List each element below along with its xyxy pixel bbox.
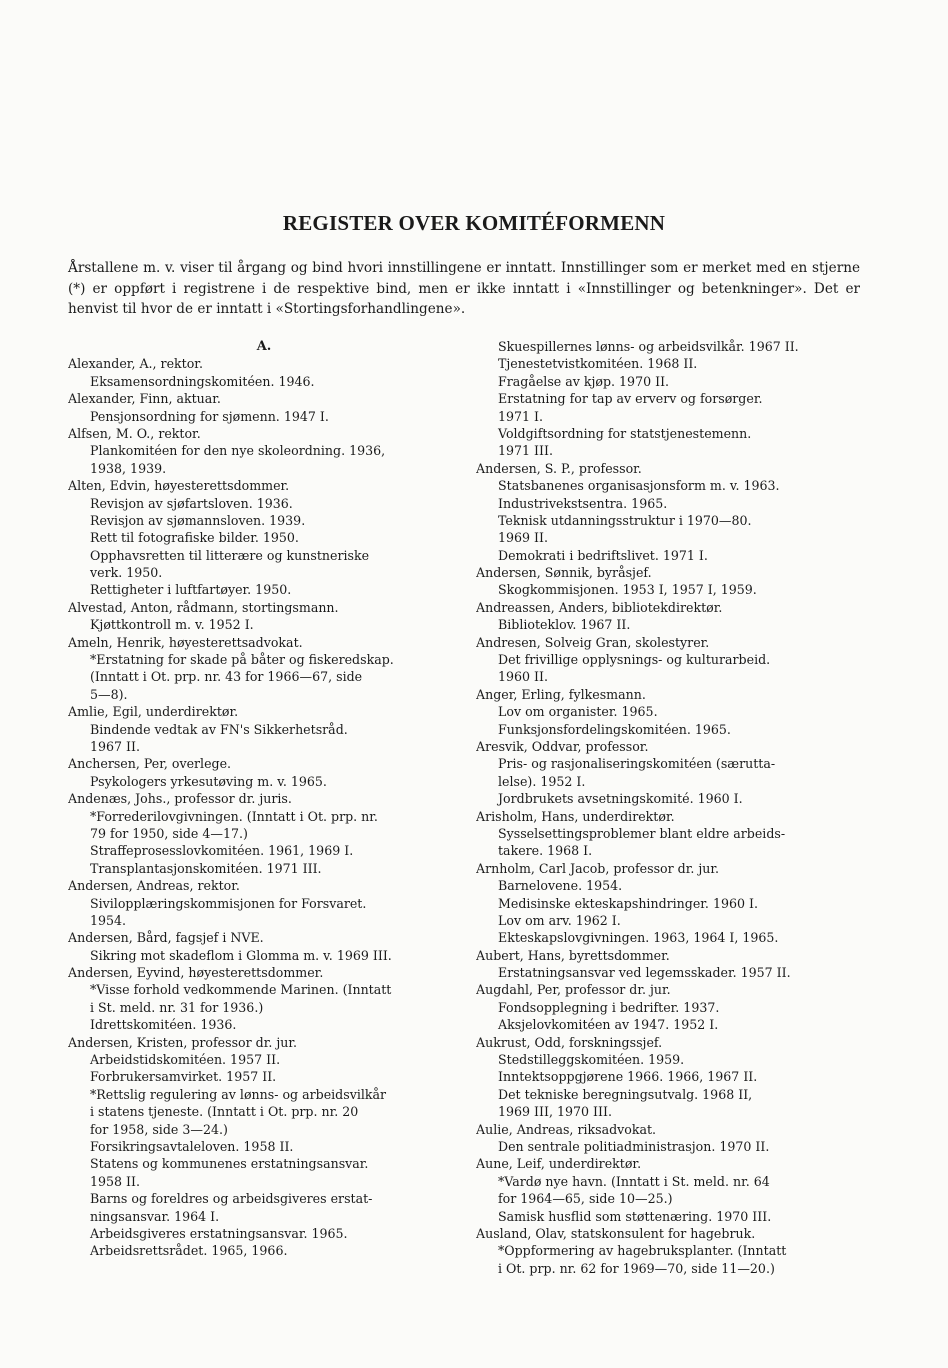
register-entry-name: Arnholm, Carl Jacob, professor dr. jur. xyxy=(476,860,720,876)
register-entry-name: Ameln, Henrik, høyesterettsadvokat. xyxy=(68,634,303,650)
right-column xyxy=(476,338,868,1277)
register-subentry: Erstatning for tap av erverv og forsørger. xyxy=(498,391,763,407)
register-subentry: Statens og kommunenes erstatningsansvar. xyxy=(90,1156,369,1172)
register-entry-name: Alvestad, Anton, rådmann, stortingsmann. xyxy=(68,599,339,615)
register-subentry: 1969 II. xyxy=(498,530,549,546)
register-entry-name: Andersen, Kristen, professor dr. jur. xyxy=(68,1034,297,1050)
register-entry-name: Andersen, Bård, fagsjef i NVE. xyxy=(68,930,264,946)
register-subentry: Skogkommisjonen. 1953 I, 1957 I, 1959. xyxy=(498,582,757,598)
register-subentry: Revisjon av sjømannsloven. 1939. xyxy=(90,512,306,528)
register-entry-name: Alexander, A., rektor. xyxy=(68,356,203,372)
register-entry-name: Andresen, Solveig Gran, skolestyrer. xyxy=(476,634,710,650)
register-subentry: for 1964—65, side 10—25.) xyxy=(498,1191,673,1207)
register-subentry: Det tekniske beregningsutvalg. 1968 II, xyxy=(498,1086,753,1102)
register-entry-name: Aresvik, Oddvar, professor. xyxy=(476,738,649,754)
register-subentry: 5—8). xyxy=(90,686,128,702)
register-entry-name: Arisholm, Hans, underdirektør. xyxy=(476,808,675,824)
register-subentry: Sivilopplæringskommisjonen for Forsvaret. xyxy=(90,895,367,911)
register-subentry: 1960 II. xyxy=(498,669,549,685)
register-subentry: Arbeidsgiveres erstatningsansvar. 1965. xyxy=(90,1225,348,1241)
register-entry-name: Anger, Erling, fylkesmann. xyxy=(476,686,646,702)
register-subentry: Kjøttkontroll m. v. 1952 I. xyxy=(90,617,254,633)
register-subentry: Den sentrale politiadministrasjon. 1970 II. xyxy=(498,1138,770,1154)
register-entry-name: Aubert, Hans, byrettsdommer. xyxy=(476,947,670,963)
register-subentry: *Rettslig regulering av lønns- og arbeidsvilkår xyxy=(90,1086,387,1102)
register-subentry: Skuespillernes lønns- og arbeidsvilkår. 1967 II. xyxy=(498,339,799,354)
register-entry-name: Andersen, Sønnik, byråsjef. xyxy=(476,565,652,581)
register-subentry: Medisinske ekteskapshindringer. 1960 I. xyxy=(498,895,758,911)
register-subentry: Psykologers yrkesutøving m. v. 1965. xyxy=(90,773,327,789)
register-entry-name: Andersen, S. P., professor. xyxy=(476,460,642,476)
register-subentry: Rett til fotografiske bilder. 1950. xyxy=(90,530,299,546)
register-entry-name: Andersen, Andreas, rektor. xyxy=(68,878,240,894)
register-subentry: Bindende vedtak av FN's Sikkerhetsråd. xyxy=(90,721,348,737)
register-subentry: Aksjelovkomitéen av 1947. 1952 I. xyxy=(498,1017,719,1033)
register-subentry: Voldgiftsordning for statstjenestemenn. xyxy=(498,425,752,441)
register-entry-name: Aulie, Andreas, riksadvokat. xyxy=(476,1121,657,1137)
register-subentry: takere. 1968 I. xyxy=(498,843,593,859)
register-subentry: i Ot. prp. nr. 62 for 1969—70, side 11—20.) xyxy=(498,1260,775,1276)
register-subentry: Barns og foreldres og arbeidsgiveres erstat- xyxy=(90,1191,373,1207)
register-subentry: Lov om organister. 1965. xyxy=(498,704,658,720)
register-entry-name: Andreassen, Anders, bibliotekdirektør. xyxy=(476,599,723,615)
register-subentry: Fondsopplegning i bedrifter. 1937. xyxy=(498,999,720,1015)
register-subentry: Transplantasjonskomitéen. 1971 III. xyxy=(90,860,322,876)
register-subentry: Pris- og rasjonaliseringskomitéen (særutta- xyxy=(498,756,776,772)
register-subentry: Industrivekstsentra. 1965. xyxy=(498,495,668,511)
register-subentry: Stedstilleggskomitéen. 1959. xyxy=(498,1052,685,1068)
left-column xyxy=(68,338,460,1260)
register-subentry: Inntektsoppgjørene 1966. 1966, 1967 II. xyxy=(498,1069,758,1085)
register-subentry: Statsbanenes organisasjonsform m. v. 1963. xyxy=(498,478,780,494)
register-subentry: Sysselsettingsproblemer blant eldre arbeids- xyxy=(498,825,786,841)
register-subentry: *Erstatning for skade på båter og fiskeredskap. xyxy=(90,652,394,668)
register-subentry: Idrettskomitéen. 1936. xyxy=(90,1017,237,1033)
register-subentry: Sikring mot skadeflom i Glomma m. v. 1969 III. xyxy=(90,947,392,963)
register-subentry: Teknisk utdanningsstruktur i 1970—80. xyxy=(498,512,752,528)
register-subentry: *Visse forhold vedkommende Marinen. (Inntatt xyxy=(90,982,392,998)
register-subentry: *Oppformering av hagebruksplanter. (Inntatt xyxy=(498,1243,787,1259)
register-subentry: Jordbrukets avsetningskomité. 1960 I. xyxy=(498,791,743,807)
register-subentry: for 1958, side 3—24.) xyxy=(90,1121,228,1137)
register-subentry: Samisk husflid som støttenæring. 1970 III. xyxy=(498,1208,772,1224)
register-subentry: Det frivillige opplysnings- og kulturarbeid. xyxy=(498,652,771,668)
register-subentry: Revisjon av sjøfartsloven. 1936. xyxy=(90,495,293,511)
register-subentry: Barnelovene. 1954. xyxy=(498,878,623,894)
register-entry-name: Anchersen, Per, overlege. xyxy=(68,756,232,772)
register-subentry: verk. 1950. xyxy=(90,565,163,581)
register-subentry: Fragåelse av kjøp. 1970 II. xyxy=(498,373,670,389)
register-entry-name: Amlie, Egil, underdirektør. xyxy=(68,704,239,720)
register-entry-name: Alten, Edvin, høyesterettsdommer. xyxy=(68,478,290,494)
register-subentry: i St. meld. nr. 31 for 1936.) xyxy=(90,999,264,1015)
register-subentry: 1971 I. xyxy=(498,408,544,424)
register-subentry: i statens tjeneste. (Inntatt i Ot. prp. nr. 20 xyxy=(90,1104,359,1120)
page-title: REGISTER OVER KOMITÉFORMENN xyxy=(282,211,666,235)
register-subentry: Biblioteklov. 1967 II. xyxy=(498,617,631,633)
register-subentry: Arbeidsrettsrådet. 1965, 1966. xyxy=(90,1243,288,1259)
register-subentry: lelse). 1952 I. xyxy=(498,773,586,789)
register-subentry: (Inntatt i Ot. prp. nr. 43 for 1966—67, side xyxy=(90,669,363,685)
register-entry-name: Aune, Leif, underdirektør. xyxy=(476,1156,642,1172)
register-entry-name: Ausland, Olav, statskonsulent for hagebruk. xyxy=(476,1225,756,1241)
register-subentry: Opphavsretten til litterære og kunstneriske xyxy=(90,547,370,563)
register-subentry: 1958 II. xyxy=(90,1173,141,1189)
register-subentry: Straffeprosesslovkomitéen. 1961, 1969 I. xyxy=(90,843,354,859)
register-entry-name: Andersen, Eyvind, høyesterettsdommer. xyxy=(68,965,324,981)
register-entry-name: Alexander, Finn, aktuar. xyxy=(68,391,221,407)
register-subentry: Demokrati i bedriftslivet. 1971 I. xyxy=(498,547,708,563)
register-subentry: *Vardø nye havn. (Inntatt i St. meld. nr. 64 xyxy=(498,1173,770,1189)
register-subentry: Forsikringsavtaleloven. 1958 II. xyxy=(90,1138,294,1154)
register-subentry: 79 for 1950, side 4—17.) xyxy=(90,825,248,841)
register-entry-name: Aukrust, Odd, forskningssjef. xyxy=(476,1034,663,1050)
register-subentry: 1938, 1939. xyxy=(90,460,167,476)
register-subentry: *Forrederilovgivningen. (Inntatt i Ot. prp. nr. xyxy=(90,808,378,824)
register-subentry: 1967 II. xyxy=(90,738,141,754)
register-subentry: Rettigheter i luftfartøyer. 1950. xyxy=(90,582,292,598)
register-subentry: ningsansvar. 1964 I. xyxy=(90,1208,220,1224)
register-subentry: Pensjonsordning for sjømenn. 1947 I. xyxy=(90,408,329,424)
register-subentry: 1971 III. xyxy=(498,443,553,459)
intro-paragraph: Årstallene m. v. viser til årgang og bind hvori innstillingene er inntatt. Innstillinger som er merket med en stjerne (*) er oppført i registrene i de respektive bind, men er ikke inntatt i «Innstillinger og betenkninger». Det er henvist til hvor de er inntatt i «Stortingsforhandlingene». xyxy=(68,260,860,317)
register-subentry: 1954. xyxy=(90,912,127,928)
register-subentry: Eksamensordningskomitéen. 1946. xyxy=(90,373,315,389)
register-subentry: Arbeidstidskomitéen. 1957 II. xyxy=(90,1052,281,1068)
register-subentry: Ekteskapslovgivningen. 1963, 1964 I, 1965. xyxy=(498,930,779,946)
register-subentry: Tjenestetvistkomitéen. 1968 II. xyxy=(498,356,698,372)
register-entry-name: Alfsen, M. O., rektor. xyxy=(68,425,201,441)
register-subentry: Forbrukersamvirket. 1957 II. xyxy=(90,1069,277,1085)
register-subentry: 1969 III, 1970 III. xyxy=(498,1104,612,1120)
register-subentry: Funksjonsfordelingskomitéen. 1965. xyxy=(498,721,731,737)
register-subentry: Lov om arv. 1962 I. xyxy=(498,912,621,928)
section-letter: A. xyxy=(256,339,272,354)
register-subentry: Plankomitéen for den nye skoleordning. 1936, xyxy=(90,443,386,459)
register-subentry: Erstatningsansvar ved legemsskader. 1957 II. xyxy=(498,965,791,981)
register-entry-name: Augdahl, Per, professor dr. jur. xyxy=(476,982,671,998)
register-entry-name: Andenæs, Johs., professor dr. juris. xyxy=(68,791,292,807)
